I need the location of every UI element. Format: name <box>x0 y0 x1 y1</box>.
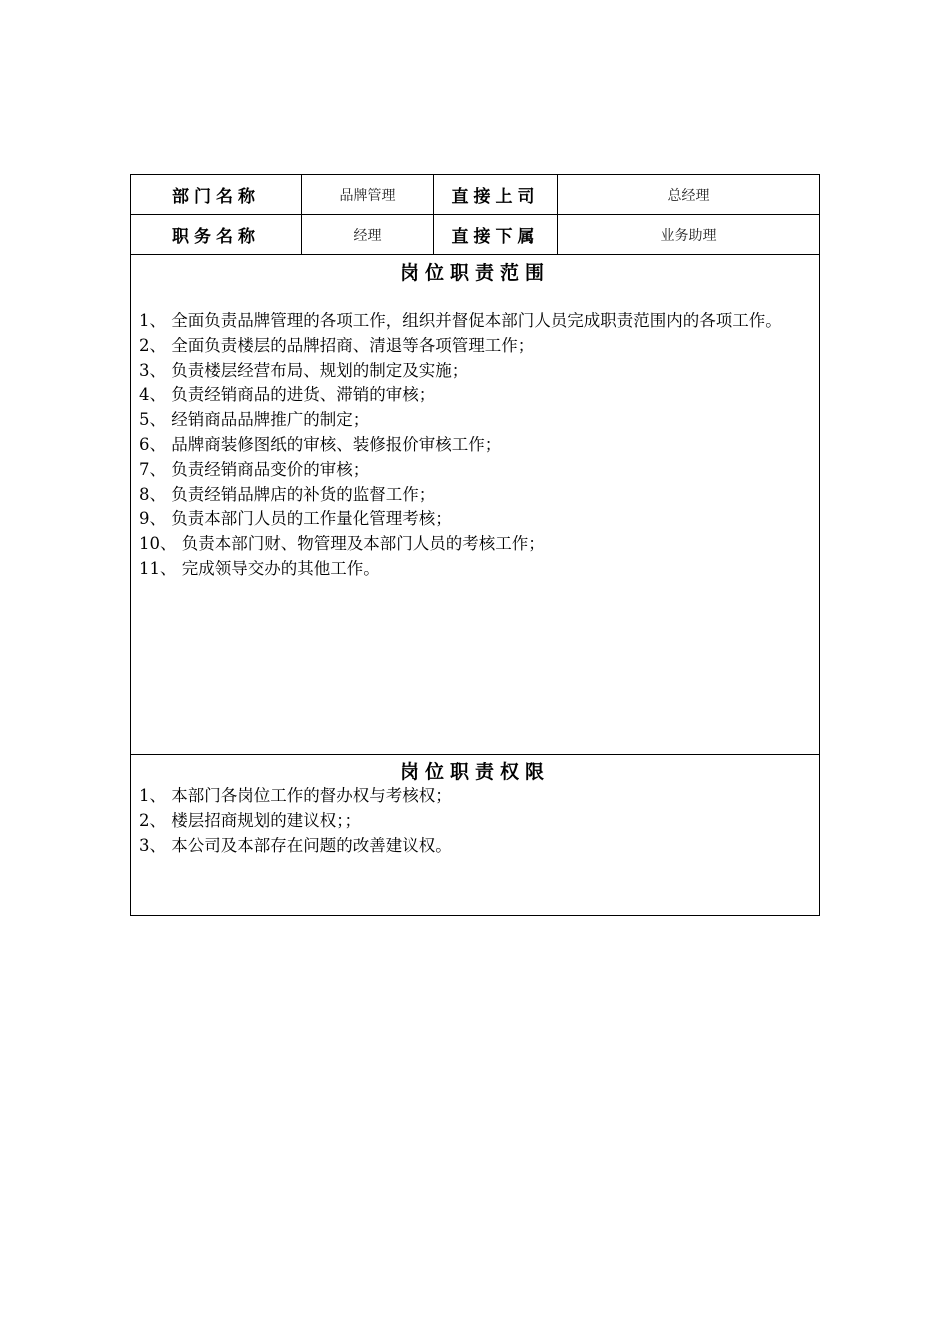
item-text: 负责本部门财、物管理及本部门人员的考核工作； <box>181 534 545 554</box>
authority-title: 岗位职责权限 <box>399 761 550 783</box>
item-number: 6、 <box>139 434 172 454</box>
list-item <box>139 834 811 859</box>
responsibility-scope-section <box>131 255 819 755</box>
item-number: 3、 <box>139 360 172 380</box>
item-text: 经销商品品牌推广的制定； <box>171 410 370 430</box>
list-item <box>139 309 811 334</box>
subordinate-label: 直接下属 <box>451 227 540 247</box>
subordinate-label-cell <box>434 215 558 254</box>
list-item <box>139 557 811 582</box>
superior-label: 直接上司 <box>451 187 540 207</box>
item-text: 负责本部门人员的工作量化管理考核； <box>171 509 452 529</box>
department-label-cell <box>131 175 302 214</box>
list-item <box>139 532 811 557</box>
list-item <box>139 483 811 508</box>
list-item <box>139 458 811 483</box>
scope-list <box>139 309 811 582</box>
item-number: 5、 <box>139 410 172 430</box>
subordinate-value: 业务助理 <box>660 227 717 244</box>
superior-value-cell <box>558 175 819 214</box>
item-number: 1、 <box>139 786 172 805</box>
item-number: 8、 <box>139 484 172 504</box>
item-text: 楼层招商规划的建议权；； <box>171 810 361 830</box>
header-row-department <box>131 175 819 215</box>
item-number: 2、 <box>139 335 172 355</box>
item-text: 本公司及本部存在问题的改善建议权。 <box>171 835 452 855</box>
superior-label-cell <box>434 175 558 214</box>
item-text: 负责经销品牌店的补货的监督工作； <box>171 484 436 504</box>
item-text: 全面负责品牌管理的各项工作，组织并督促本部门人员完成职责范围内的各项工作。 <box>171 311 782 330</box>
position-label-cell <box>131 215 302 254</box>
superior-value: 总经理 <box>667 187 710 204</box>
item-text: 品牌商装修图纸的审核、装修报价审核工作； <box>171 434 502 454</box>
item-text: 完成领导交办的其他工作。 <box>181 558 380 578</box>
item-number: 7、 <box>139 459 172 479</box>
position-value-cell <box>302 215 434 254</box>
list-item <box>139 507 811 532</box>
item-text: 全面负责楼层的品牌招商、清退等各项管理工作； <box>171 335 535 355</box>
department-value: 品牌管理 <box>339 187 396 204</box>
header-row-position <box>131 215 819 255</box>
item-number: 10、 <box>139 534 182 554</box>
position-value: 经理 <box>353 227 382 244</box>
item-text: 负责经销商品的进货、滞销的审核； <box>171 385 436 405</box>
item-number: 11、 <box>139 558 182 578</box>
job-description-table <box>130 174 820 916</box>
subordinate-value-cell <box>558 215 819 254</box>
position-label: 职务名称 <box>172 227 260 247</box>
list-item <box>139 334 811 359</box>
item-number: 9、 <box>139 509 172 529</box>
list-item <box>139 809 811 834</box>
department-value-cell <box>302 175 434 214</box>
authority-list <box>139 784 811 858</box>
list-item <box>139 408 811 433</box>
item-text: 负责经销商品变价的审核； <box>171 459 370 479</box>
list-item <box>139 784 811 809</box>
responsibility-authority-section <box>131 755 819 915</box>
item-number: 1、 <box>139 311 172 330</box>
item-text: 负责楼层经营布局、规划的制定及实施； <box>171 360 469 380</box>
department-label: 部门名称 <box>172 187 260 207</box>
item-text: 本部门各岗位工作的督办权与考核权； <box>171 786 452 805</box>
item-number: 4、 <box>139 385 172 405</box>
list-item <box>139 359 811 384</box>
item-number: 3、 <box>139 835 172 855</box>
item-number: 2、 <box>139 810 172 830</box>
list-item <box>139 383 811 408</box>
scope-title: 岗位职责范围 <box>399 262 550 284</box>
list-item <box>139 433 811 458</box>
